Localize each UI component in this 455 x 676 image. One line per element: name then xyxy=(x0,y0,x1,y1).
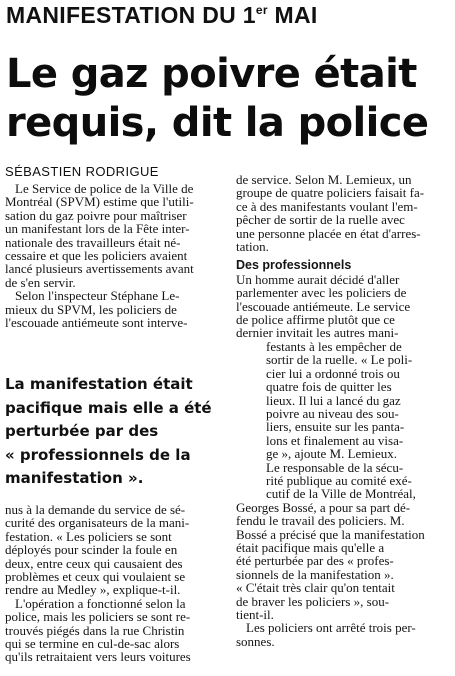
text-line: festants à les empêcher de xyxy=(266,338,402,354)
text-line: cutif de la Ville de Montréal, xyxy=(266,486,416,502)
text-line: trouvés piégés dans la rue Christin xyxy=(5,622,185,638)
text-line: tation. xyxy=(236,239,269,255)
text-line: deux, entre ceux qui causaient des xyxy=(5,555,183,571)
text-line: Bossé a précisé que la manifestation xyxy=(236,526,425,542)
text-line: liers, ensuite sur les panta- xyxy=(266,419,405,435)
text-line: dernier invitait les autres mani- xyxy=(236,325,399,341)
text-line: lons et finalement au visa- xyxy=(266,432,404,448)
kicker-superscript: er xyxy=(255,3,268,17)
text-line: Le responsable de la sécu- xyxy=(266,459,404,475)
text-line: « C'était très clair qu'on tentait xyxy=(236,580,395,596)
text-line: nus à la demande du service de sé- xyxy=(5,502,186,517)
text-line: lancé plusieurs avertissements avant xyxy=(5,261,194,277)
pull-quote-line: manifestation ». xyxy=(5,469,144,487)
text-line: de police affirme plutôt que ce xyxy=(236,312,395,328)
text-line: Selon l'inspecteur Stéphane Le- xyxy=(15,288,180,304)
pull-quote-line: perturbée par des xyxy=(5,422,159,440)
text-line: ge », ajoute M. Lemieux. xyxy=(266,446,398,462)
text-line: lieux. Il lui a lancé du gaz xyxy=(266,392,401,408)
headline-line-1: Le gaz poivre était xyxy=(6,51,417,97)
text-line: Les policiers ont arrêté trois per- xyxy=(246,620,416,636)
section-subhead: Des professionnels xyxy=(236,258,352,273)
text-line: l'escouade antiémeute sont interve- xyxy=(5,315,188,331)
text-line: Georges Bossé, a pour sa part dé- xyxy=(236,499,411,515)
text-line: ce à des manifestants voulant l'em- xyxy=(236,198,418,214)
pull-quote xyxy=(5,373,219,491)
text-line: problèmes et ceux qui voulaient se xyxy=(5,569,186,585)
text-line: qu'ils retraitaient vers leurs voitures xyxy=(5,649,191,665)
left-column-bottom xyxy=(5,503,219,664)
text-line: rité publique au comité exé- xyxy=(266,472,412,488)
text-line: cier lui a ordonné trois ou xyxy=(266,365,400,381)
text-line: nationale des travailleurs était né- xyxy=(5,234,181,250)
text-line: rendre au Medley », explique-t-il. xyxy=(5,582,181,598)
text-line: quatre fois de quitter les xyxy=(266,379,392,395)
text-line: parlementer avec les policiers de xyxy=(236,285,407,301)
text-line: sionnels de la manifestation ». xyxy=(236,566,394,582)
text-line: groupe de quatre policiers faisait fa- xyxy=(236,185,425,201)
text-line: curité des organisateurs de la mani- xyxy=(5,515,190,531)
text-line: de service. Selon M. Lemieux, un xyxy=(236,172,412,187)
text-line: l'escouade antiémeute. Le service xyxy=(236,298,411,314)
text-line: L'opération a fonctionné selon la xyxy=(15,595,186,611)
pull-quote-line: La manifestation était xyxy=(5,375,193,393)
section-kicker xyxy=(6,2,451,29)
text-line: une personne placée en état d'arres- xyxy=(236,225,421,241)
pull-quote-line: pacifique mais elle a été xyxy=(5,398,212,417)
headline xyxy=(6,50,451,148)
text-line: fendu le travail des policiers. M. xyxy=(236,513,405,529)
text-line: festation. « Les policiers se sont xyxy=(5,528,172,544)
text-line: tient-il. xyxy=(236,607,274,622)
kicker-tail: MAI xyxy=(267,2,318,28)
text-line: Montréal (SPVM) estime que l'utili- xyxy=(5,194,194,210)
text-line: mieux du SPVM, les policiers de xyxy=(5,301,177,317)
text-line: sation du gaz poivre pour maîtriser xyxy=(5,207,187,223)
byline: SÉBASTIEN RODRIGUE xyxy=(5,164,159,179)
headline-line-2: requis, dit la police xyxy=(6,100,429,146)
text-line: sonnes. xyxy=(236,633,275,649)
text-line: qui se termine en cul-de-sac alors xyxy=(5,636,180,652)
kicker-text: MANIFESTATION DU 1 xyxy=(6,2,256,28)
text-line: police, mais les policiers se sont re- xyxy=(5,609,191,625)
text-line: Le Service de police de la Ville de xyxy=(15,181,194,196)
text-line: un manifestant lors de la Fête inter- xyxy=(5,221,190,237)
text-line: de s'en servir. xyxy=(5,274,76,290)
text-line: Un homme aurait décidé d'aller xyxy=(236,271,400,287)
text-line: pêcher de sortir de la ruelle avec xyxy=(236,212,405,228)
right-column xyxy=(236,173,450,648)
text-line: été perturbée par des « profes- xyxy=(236,553,394,569)
pull-quote-line: « professionnels de la xyxy=(5,445,191,464)
text-line: cessaire et que les policiers avaient xyxy=(5,248,188,264)
text-line: sortir de la ruelle. « Le poli- xyxy=(266,352,413,368)
text-line: de braver les policiers », sou- xyxy=(236,593,390,609)
text-line: déployés pour scinder la foule en xyxy=(5,542,178,558)
text-line: poivre au niveau des sou- xyxy=(266,405,399,421)
left-column-top xyxy=(5,182,219,329)
text-line: était pacifique mais qu'elle a xyxy=(236,539,385,555)
